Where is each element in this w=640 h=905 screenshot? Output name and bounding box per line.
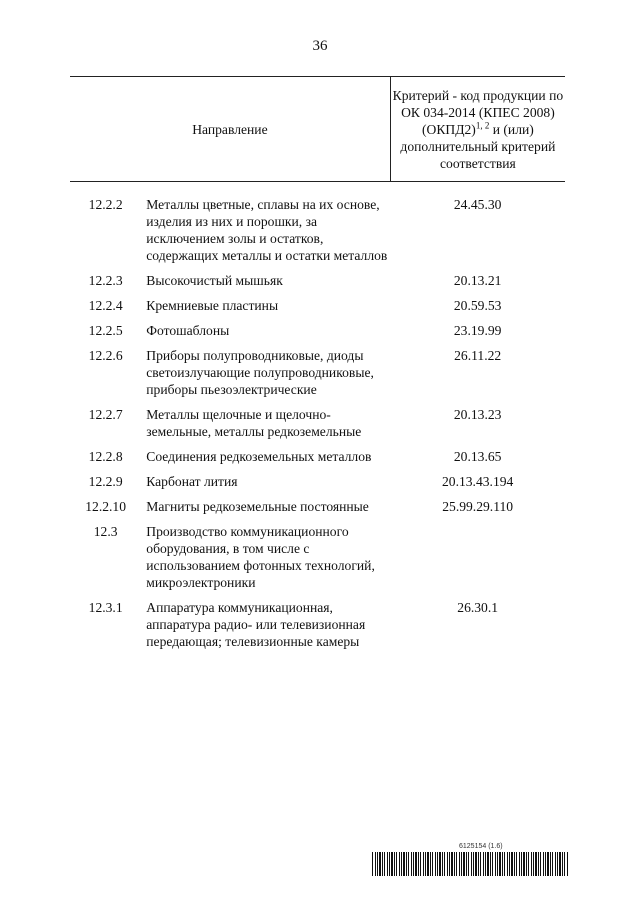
barcode-bar — [454, 852, 455, 876]
barcode-bar — [463, 852, 465, 876]
barcode-bar — [420, 852, 421, 876]
barcode-bar — [533, 852, 534, 876]
row-code: 20.13.21 — [453, 273, 502, 288]
row-number: 12.2.9 — [88, 474, 123, 489]
row-name: Аппаратура коммуникационная, аппаратура радио- или телевизионная передающая; телевизионные камеры — [146, 600, 366, 649]
row-code: 25.99.29.110 — [442, 499, 514, 514]
barcode-bar — [504, 852, 505, 876]
table-row — [70, 268, 565, 293]
table-row — [70, 469, 565, 494]
barcode-bar — [451, 852, 453, 876]
barcode-bar — [521, 852, 522, 876]
barcode-bar — [507, 852, 508, 876]
barcode-bar — [394, 852, 395, 876]
barcode-bar — [444, 852, 445, 876]
table-row — [70, 182, 565, 269]
barcode-bar — [399, 852, 400, 876]
barcode-bar — [396, 852, 397, 876]
barcode-bar — [411, 852, 412, 876]
table-row — [70, 318, 565, 343]
row-name: Магниты редкоземельные постоянные — [146, 499, 369, 514]
barcode-bar — [435, 852, 436, 876]
barcode-bar — [514, 852, 515, 876]
table-row — [70, 293, 565, 318]
barcode-bar — [439, 852, 441, 876]
barcode-bar — [427, 852, 429, 876]
barcode-bar — [478, 852, 479, 876]
barcode-bar — [550, 852, 551, 876]
row-code: 20.13.23 — [453, 407, 502, 422]
row-number: 12.2.10 — [85, 499, 127, 514]
row-number: 12.2.6 — [88, 348, 123, 363]
barcode-bar — [461, 852, 462, 876]
row-code: 20.59.53 — [453, 298, 502, 313]
barcode-bar — [516, 852, 517, 876]
barcode-bar — [511, 852, 513, 876]
barcode-bar — [531, 852, 532, 876]
barcode-bar — [377, 852, 378, 876]
barcode-bar — [437, 852, 438, 876]
barcode-bar — [557, 852, 558, 876]
barcode-bar — [509, 852, 510, 876]
row-number: 12.3.1 — [88, 600, 123, 615]
row-name: Кремниевые пластины — [146, 298, 279, 313]
barcode-bar — [526, 852, 527, 876]
barcode-bar — [459, 852, 460, 876]
barcode-bar — [535, 852, 537, 876]
barcode-bar — [473, 852, 474, 876]
barcode-bar — [487, 852, 489, 876]
barcode-bar — [389, 852, 390, 876]
row-name: Соединения редкоземельных металлов — [146, 449, 372, 464]
row-name: Приборы полупроводниковые, диоды светоизлучающие полупроводниковые, приборы пьезоэлектрические — [146, 348, 374, 397]
barcode-bar — [485, 852, 486, 876]
barcode-bar — [483, 852, 484, 876]
criteria-table — [70, 76, 565, 654]
barcode-bar — [562, 852, 563, 876]
barcode-bar — [425, 852, 426, 876]
table-row — [70, 494, 565, 519]
barcode-bar — [564, 852, 565, 876]
barcode-bar — [387, 852, 388, 876]
row-number: 12.2.4 — [88, 298, 123, 313]
barcode-bar — [401, 852, 402, 876]
row-number: 12.2.8 — [88, 449, 123, 464]
row-code — [390, 519, 565, 595]
barcode-bar — [552, 852, 553, 876]
barcode — [372, 852, 568, 876]
header-criteria-text: Критерий - код продукции по ОК 034-2014 (КПЕС 2008) (ОКПД2) — [392, 87, 564, 137]
barcode-bar — [384, 852, 385, 876]
barcode-bar — [475, 852, 477, 876]
header-criteria-footnote: 1, 2 — [475, 119, 490, 130]
barcode-bar — [406, 852, 407, 876]
table-row — [70, 402, 565, 444]
header-criteria-text-tail: и (или) дополнительный критерий соответствия — [400, 121, 556, 171]
barcode-bar — [466, 852, 467, 876]
row-number: 12.2.2 — [88, 197, 123, 212]
table-row — [70, 444, 565, 469]
barcode-bar — [408, 852, 409, 876]
barcode-bar — [413, 852, 414, 876]
row-name: Высокочистый мышьяк — [146, 273, 283, 288]
barcode-bar — [432, 852, 433, 876]
barcode-bar — [456, 852, 457, 876]
row-number: 12.2.5 — [88, 323, 123, 338]
barcode-bar — [418, 852, 419, 876]
barcode-bar — [430, 852, 431, 876]
barcode-bar — [567, 852, 568, 876]
barcode-bar — [559, 852, 561, 876]
barcode-bar — [499, 852, 501, 876]
barcode-bar — [528, 852, 529, 876]
barcode-bar — [442, 852, 443, 876]
table-row — [70, 595, 565, 654]
header-direction: Направление — [70, 77, 390, 182]
barcode-bar — [471, 852, 472, 876]
row-code: 26.11.22 — [454, 348, 502, 363]
barcode-bar — [449, 852, 450, 876]
page-number: 36 — [312, 38, 328, 54]
row-number: 12.2.3 — [88, 273, 123, 288]
barcode-bar — [495, 852, 496, 876]
barcode-bar — [547, 852, 549, 876]
header-criteria — [390, 77, 565, 182]
row-name: Металлы щелочные и щелочно-земельные, металлы редкоземельные — [146, 407, 362, 439]
document-id: 6125154 (1.6) — [459, 843, 503, 850]
barcode-bar — [379, 852, 381, 876]
row-name: Производство коммуникационного оборудования, в том числе с использованием фотонных технологий, микроэлектроники — [146, 524, 375, 590]
table-row — [70, 343, 565, 402]
row-code: 24.45.30 — [453, 197, 502, 212]
barcode-bar — [468, 852, 469, 876]
barcode-bar — [490, 852, 491, 876]
row-name: Карбонат лития — [146, 474, 238, 489]
barcode-bar — [519, 852, 520, 876]
row-name: Металлы цветные, сплавы на их основе, изделия из них и порошки, за исключением золы и остатков, содержащих металлы и остатки металлов — [146, 197, 388, 263]
barcode-bar — [415, 852, 417, 876]
row-number: 12.2.7 — [88, 407, 123, 422]
row-number: 12.3 — [93, 524, 118, 539]
barcode-bar — [382, 852, 383, 876]
barcode-bar — [480, 852, 481, 876]
row-code: 23.19.99 — [453, 323, 502, 338]
barcode-bar — [523, 852, 525, 876]
row-code: 26.30.1 — [457, 600, 499, 615]
barcode-bar — [447, 852, 448, 876]
barcode-bar — [375, 852, 376, 876]
row-name: Фотошаблоны — [146, 323, 230, 338]
barcode-bar — [372, 852, 373, 876]
row-code: 20.13.65 — [453, 449, 502, 464]
row-code: 20.13.43.194 — [441, 474, 514, 489]
barcode-bar — [391, 852, 393, 876]
barcode-bar — [492, 852, 493, 876]
barcode-bar — [543, 852, 544, 876]
barcode-bar — [497, 852, 498, 876]
barcode-bar — [555, 852, 556, 876]
table-row — [70, 519, 565, 595]
table-header-row — [70, 77, 565, 182]
barcode-bar — [545, 852, 546, 876]
barcode-bar — [538, 852, 539, 876]
barcode-bar — [502, 852, 503, 876]
barcode-bar — [423, 852, 424, 876]
barcode-bar — [403, 852, 405, 876]
barcode-bar — [540, 852, 541, 876]
